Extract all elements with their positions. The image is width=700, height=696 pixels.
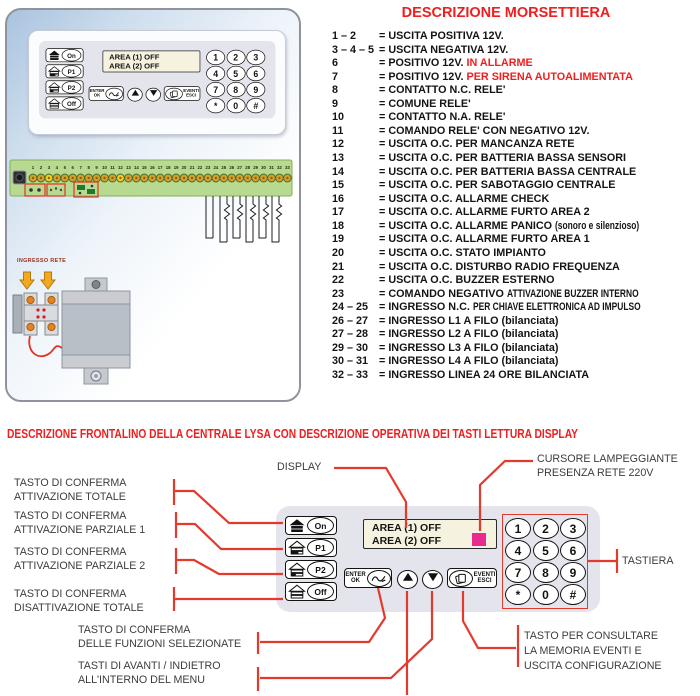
keypad-key-star[interactable]: * xyxy=(206,98,225,113)
lcd-line: AREA (2) OFF xyxy=(109,62,160,71)
terminal-description-part: POSITIVO 12V. xyxy=(388,70,467,83)
terminal-description-part: PER CHIAVE ELETTRONICA AD IMPULSO xyxy=(472,301,641,314)
svg-text:32: 32 xyxy=(277,165,282,170)
terminal-description: = CONTATTO N.A. RELE' xyxy=(379,111,506,124)
terminal-pins: 1 – 2 xyxy=(332,30,357,42)
house-partial2-icon xyxy=(48,82,61,93)
callout-line-p2 xyxy=(176,548,283,574)
terminal-description-part: INGRESSO N.C. xyxy=(388,301,473,314)
svg-text:31: 31 xyxy=(269,165,274,170)
callout-disattivazione-totale xyxy=(14,588,144,615)
terminal-description-part: USCITA O.C. ALLARME CHECK xyxy=(388,192,550,205)
terminal-description: = USCITA O.C. ALLARME PANICO (sonoro e silenzioso) xyxy=(379,219,640,232)
house-total-icon xyxy=(48,50,61,61)
terminal-pins: 7 xyxy=(332,70,339,83)
terminal-description-part: USCITA O.C. BUZZER ESTERNO xyxy=(388,274,555,287)
svg-text:8: 8 xyxy=(87,165,90,170)
callout-line: ATTIVAZIONE PARZIALE 1 xyxy=(14,523,146,536)
callout-attivazione-totale xyxy=(14,477,126,504)
keypad-key-1[interactable]: 1 xyxy=(505,518,531,539)
terminal-description: = USCITA O.C. DISTURBO RADIO FREQUENZA xyxy=(379,260,620,273)
terminal-description: = INGRESSO LINEA 24 ORE BILANCIATA xyxy=(379,369,590,381)
svg-text:28: 28 xyxy=(245,165,251,170)
terminal-description: = USCITA O.C. STATO IMPIANTO xyxy=(379,246,546,259)
keypad-key-1[interactable]: 1 xyxy=(206,50,225,65)
terminal-description-part: USCITA O.C. ALLARME PANICO xyxy=(388,219,556,232)
svg-text:25: 25 xyxy=(221,165,227,170)
callout-line: DISATTIVAZIONE TOTALE xyxy=(14,601,144,614)
svg-text:12: 12 xyxy=(118,165,123,170)
keypad-key-2[interactable]: 2 xyxy=(533,518,559,539)
svg-text:20: 20 xyxy=(181,165,187,170)
arrow-down-icon xyxy=(424,569,442,590)
keypad-key-8[interactable]: 8 xyxy=(533,562,559,583)
terminal-description-part: POSITIVO 12V. xyxy=(388,57,467,70)
key-swoosh-icon xyxy=(105,87,123,99)
svg-text:33: 33 xyxy=(285,165,290,170)
keypad-key-hash[interactable]: # xyxy=(560,584,586,605)
terminal-pins: 26 – 27 xyxy=(332,314,369,327)
key-swoosh-icon xyxy=(367,570,391,587)
svg-text:16: 16 xyxy=(149,165,155,170)
terminal-pins: 21 xyxy=(332,260,345,273)
power-section-drawing xyxy=(0,250,300,398)
side-button-off-label: Off xyxy=(307,583,334,600)
side-button-p2[interactable] xyxy=(285,560,337,579)
terminal-description: = INGRESSO L2 A FILO (bilanciata) xyxy=(379,328,559,341)
terminal-description-part: USCITA O.C. ALLARME FURTO AREA 2 xyxy=(388,206,590,219)
eventi-esci-key[interactable] xyxy=(447,568,497,588)
pages-icon xyxy=(449,570,473,587)
svg-text:5: 5 xyxy=(63,165,66,170)
svg-text:3: 3 xyxy=(47,165,51,170)
side-button-p2-label: P2 xyxy=(62,81,82,93)
terminal-pins: 22 xyxy=(332,274,345,287)
terminal-description-part: INGRESSO L1 A FILO (bilanciata) xyxy=(388,314,559,327)
terminal-pins: 13 xyxy=(332,152,345,165)
svg-text:13: 13 xyxy=(126,165,131,170)
section-title-frontalino xyxy=(7,427,700,441)
house-off-icon xyxy=(48,98,61,109)
terminal-description-part: COMANDO NEGATIVO xyxy=(388,287,507,300)
svg-text:30: 30 xyxy=(261,165,266,170)
callout-display: DISPLAY xyxy=(277,461,322,473)
terminal-pins: 12 xyxy=(332,138,345,151)
enter-ok-key[interactable] xyxy=(89,86,124,101)
svg-text:29: 29 xyxy=(253,165,258,170)
terminal-description-part: CONTATTO N.A. RELE' xyxy=(388,111,506,124)
callout-line: ATTIVAZIONE TOTALE xyxy=(14,490,126,503)
terminal-description: = USCITA O.C. BUZZER ESTERNO xyxy=(379,274,555,287)
terminal-description: = USCITA O.C. PER BATTERIA BASSA SENSORI xyxy=(379,152,627,165)
house-partial2-icon xyxy=(288,562,306,577)
terminal-description-part: INGRESSO LINEA 24 ORE BILANCIATA xyxy=(388,369,590,381)
svg-text:26: 26 xyxy=(229,165,235,170)
svg-text:10: 10 xyxy=(102,165,107,170)
keypad-key-9[interactable]: 9 xyxy=(560,562,586,583)
svg-text:2: 2 xyxy=(39,165,43,170)
callout-line: TASTO DI CONFERMA xyxy=(14,477,127,489)
svg-text:23: 23 xyxy=(205,165,211,170)
callout-line: PRESENZA RETE 220V xyxy=(537,466,654,479)
callout-attivazione-parziale-2 xyxy=(14,546,145,573)
terminal-pins: 17 xyxy=(332,206,345,219)
eventi-esci-label: EVENTI ESCI xyxy=(473,571,496,584)
callout-line: TASTO PER CONSULTARE xyxy=(524,630,659,642)
section-title-morsettiera: DESCRIZIONE MORSETTIERA xyxy=(401,5,611,21)
terminal-pins: 14 xyxy=(332,165,345,178)
terminal-description: = INGRESSO L4 A FILO (bilanciata) xyxy=(379,355,559,368)
terminal-description: = USCITA POSITIVA 12V. xyxy=(379,30,504,42)
terminal-pins: 20 xyxy=(332,246,345,259)
terminal-pins: 15 xyxy=(332,179,345,192)
side-button-on[interactable] xyxy=(285,516,337,535)
keypad-key-star[interactable]: * xyxy=(505,584,531,605)
terminal-description: = POSITIVO 12V. IN ALLARME xyxy=(379,57,533,70)
lcd-line: AREA (2) OFF xyxy=(372,535,442,547)
arrow-up-key[interactable] xyxy=(397,570,418,589)
callout-line: TASTO DI CONFERMA xyxy=(14,510,127,522)
terminal-description: = USCITA O.C. ALLARME FURTO AREA 1 xyxy=(379,233,590,246)
terminal-description: = INGRESSO L1 A FILO (bilanciata) xyxy=(379,314,559,327)
keypad-key-0[interactable]: 0 xyxy=(226,98,245,113)
pages-icon xyxy=(165,87,183,99)
callout-attivazione-parziale-1 xyxy=(14,510,145,537)
side-button-p2-label: P2 xyxy=(307,561,334,578)
svg-text:21: 21 xyxy=(189,165,195,170)
terminal-description-part: INGRESSO L3 A FILO (bilanciata) xyxy=(388,341,559,354)
keypad-key-9[interactable]: 9 xyxy=(246,82,265,97)
terminal-pins: 30 – 31 xyxy=(332,355,369,368)
svg-text:6: 6 xyxy=(71,165,74,170)
terminal-pins: 18 xyxy=(332,219,345,232)
callout-avanti-indietro xyxy=(78,660,221,687)
terminal-pins: 29 – 30 xyxy=(332,341,369,354)
terminal-description-part: USCITA O.C. PER SABOTAGGIO CENTRALE xyxy=(388,179,616,192)
callout-line: DELLE FUNZIONI SELEZIONATE xyxy=(78,637,242,650)
terminal-description: = COMUNE RELE' xyxy=(379,97,471,110)
side-button-p1-label: P1 xyxy=(62,65,82,77)
terminal-description-part: INGRESSO L4 A FILO (bilanciata) xyxy=(388,355,559,368)
terminal-description-part: USCITA O.C. PER MANCANZA RETE xyxy=(388,138,575,151)
terminal-description-part: INGRESSO L2 A FILO (bilanciata) xyxy=(388,328,559,341)
house-total-icon xyxy=(288,518,306,533)
keypad-key-7[interactable]: 7 xyxy=(206,82,225,97)
terminal-description-part: USCITA O.C. PER BATTERIA BASSA SENSORI xyxy=(388,152,627,165)
terminal-description-part: USCITA O.C. DISTURBO RADIO FREQUENZA xyxy=(388,260,620,273)
svg-text:22: 22 xyxy=(197,165,203,170)
svg-text:17: 17 xyxy=(157,165,163,170)
enter-ok-key[interactable] xyxy=(344,568,392,588)
terminal-pins: 27 – 28 xyxy=(332,328,369,341)
callout-cursore xyxy=(537,453,678,480)
side-button-off[interactable] xyxy=(46,96,84,110)
terminal-pins: 24 – 25 xyxy=(332,301,369,314)
terminal-description: = USCITA O.C. ALLARME CHECK xyxy=(379,192,550,205)
side-button-off-label: Off xyxy=(62,97,82,109)
terminal-description-part: USCITA NEGATIVA 12V. xyxy=(388,43,509,56)
house-partial1-icon xyxy=(288,540,306,555)
terminal-description: = INGRESSO L3 A FILO (bilanciata) xyxy=(379,341,559,354)
terminal-description-part: (sonoro e silenzioso) xyxy=(555,219,640,232)
callout-line: USCITA CONFIGURAZIONE xyxy=(524,660,662,672)
keypad-key-5[interactable]: 5 xyxy=(226,66,245,81)
terminal-description-part: IN ALLARME xyxy=(466,57,533,70)
arrow-down-key[interactable] xyxy=(146,88,161,102)
callout-tastiera: TASTIERA xyxy=(622,555,674,567)
arrow-down-icon xyxy=(147,87,160,102)
enter-ok-label: ENTER OK xyxy=(345,571,366,584)
terminal-description: = USCITA O.C. PER SABOTAGGIO CENTRALE xyxy=(379,179,616,192)
terminal-pins: 16 xyxy=(332,192,345,205)
terminal-description: = INGRESSO N.C. PER CHIAVE ELETTRONICA AD IMPULSO xyxy=(379,301,641,314)
terminal-pins: 6 xyxy=(332,57,339,70)
terminal-description: = POSITIVO 12V. PER SIRENA AUTOALIMENTATA xyxy=(379,70,633,83)
front-panel-top xyxy=(39,41,276,118)
svg-text:18: 18 xyxy=(165,165,171,170)
terminal-description: = USCITA O.C. PER BATTERIA BASSA CENTRALE xyxy=(379,165,637,178)
terminal-pins: 9 xyxy=(332,97,339,110)
callout-line: CURSORE LAMPEGGIANTE xyxy=(537,453,678,465)
svg-text:1: 1 xyxy=(31,165,35,170)
callout-line-off xyxy=(174,587,283,611)
keypad-key-2[interactable]: 2 xyxy=(226,50,245,65)
side-button-on[interactable] xyxy=(46,48,84,62)
house-partial1-icon xyxy=(48,66,61,77)
callout-line: TASTO DI CONFERMA xyxy=(14,546,127,558)
side-button-off[interactable] xyxy=(285,582,337,601)
svg-text:15: 15 xyxy=(141,165,147,170)
section-title-frontalino-text: DESCRIZIONE FRONTALINO DELLA CENTRALE LYSA CON DESCRIZIONE OPERATIVA DEI TASTI LETTURA DISPLAY xyxy=(7,427,578,441)
terminal-description: = USCITA O.C. PER MANCANZA RETE xyxy=(379,138,575,151)
side-button-on-label: On xyxy=(307,517,334,534)
lcd-line: AREA (1) OFF xyxy=(372,522,442,534)
eventi-esci-label: EVENTI ESCI xyxy=(183,88,200,98)
terminal-pins: 8 xyxy=(332,84,339,97)
callout-line: TASTO DI CONFERMA xyxy=(78,624,191,636)
side-button-p1-label: P1 xyxy=(307,539,334,556)
callout-line: ATTIVAZIONE PARZIALE 2 xyxy=(14,559,146,572)
terminal-description: = COMANDO NEGATIVO ATTIVAZIONE BUZZER INTERNO xyxy=(379,287,639,300)
callout-line: TASTO DI CONFERMA xyxy=(14,588,127,600)
keypad-key-6[interactable]: 6 xyxy=(246,66,265,81)
terminal-description-part: USCITA O.C. STATO IMPIANTO xyxy=(388,246,546,259)
callout-line-on xyxy=(174,479,283,523)
terminal-pins: 11 xyxy=(332,124,344,137)
callout-line: TASTI DI AVANTI / INDIETRO xyxy=(78,660,221,672)
keypad-key-7[interactable]: 7 xyxy=(505,562,531,583)
arrow-up-icon xyxy=(399,569,417,590)
callout-memoria-eventi xyxy=(524,629,662,674)
svg-text:14: 14 xyxy=(133,165,139,170)
terminal-description-part: COMUNE RELE' xyxy=(388,97,471,110)
side-button-p2[interactable] xyxy=(46,80,84,94)
keypad-key-5[interactable]: 5 xyxy=(533,540,559,561)
arrow-up-key[interactable] xyxy=(127,88,142,102)
svg-text:4: 4 xyxy=(55,165,59,170)
terminal-pins: 32 – 33 xyxy=(332,369,369,381)
mains-presence-cursor xyxy=(472,533,486,546)
eventi-esci-key[interactable] xyxy=(164,86,201,101)
terminal-description: = CONTATTO N.C. RELE' xyxy=(379,84,506,97)
side-button-p1[interactable] xyxy=(46,64,84,78)
keypad-key-6[interactable]: 6 xyxy=(560,540,586,561)
keypad-key-4[interactable]: 4 xyxy=(505,540,531,561)
callout-line: LA MEMORIA EVENTI E xyxy=(524,645,642,657)
terminal-strip xyxy=(0,152,300,256)
keypad-key-3[interactable]: 3 xyxy=(560,518,586,539)
keypad-key-0[interactable]: 0 xyxy=(533,584,559,605)
svg-text:27: 27 xyxy=(237,165,243,170)
keypad-key-hash[interactable]: # xyxy=(246,98,265,113)
lcd-line: AREA (1) OFF xyxy=(109,52,160,62)
terminal-description-part: CONTATTO N.C. RELE' xyxy=(388,84,506,97)
terminal-pins: 10 xyxy=(332,111,345,124)
lcd-display xyxy=(103,50,201,72)
terminal-description: = USCITA NEGATIVA 12V. xyxy=(379,43,509,56)
terminal-description: = USCITA O.C. ALLARME FURTO AREA 2 xyxy=(379,206,590,219)
mains-input-label: INGRESSO RETE xyxy=(17,258,67,264)
terminal-description: = COMANDO RELE' CON NEGATIVO 12V. xyxy=(379,124,590,137)
front-panel-diagram xyxy=(276,506,600,612)
house-off-icon xyxy=(288,584,306,599)
callout-line: ALL'INTERNO DEL MENU xyxy=(78,673,205,686)
svg-text:11: 11 xyxy=(110,165,115,170)
terminal-description-list xyxy=(330,30,698,394)
svg-text:9: 9 xyxy=(95,165,98,170)
terminal-description-part: COMANDO RELE' CON NEGATIVO 12V. xyxy=(388,124,590,137)
callout-line-p1 xyxy=(176,512,283,549)
terminal-description-part: PER SIRENA AUTOALIMENTATA xyxy=(466,70,633,83)
terminal-pins: 23 xyxy=(332,287,345,300)
terminal-description-part: USCITA O.C. PER BATTERIA BASSA CENTRALE xyxy=(388,165,637,178)
terminal-description-part: ATTIVAZIONE BUZZER INTERNO xyxy=(506,287,639,300)
terminal-description-part: USCITA O.C. ALLARME FURTO AREA 1 xyxy=(388,233,590,246)
side-button-on-label: On xyxy=(62,49,82,61)
arrow-down-key[interactable] xyxy=(422,570,443,589)
svg-text:7: 7 xyxy=(79,165,82,170)
keypad-key-8[interactable]: 8 xyxy=(226,82,245,97)
svg-text:19: 19 xyxy=(173,165,179,170)
terminal-description-part: USCITA POSITIVA 12V. xyxy=(388,30,504,42)
keypad-key-3[interactable]: 3 xyxy=(246,50,265,65)
svg-text:24: 24 xyxy=(213,165,219,170)
side-button-p1[interactable] xyxy=(285,538,337,557)
callout-conferma-funzioni xyxy=(78,624,241,651)
arrow-up-icon xyxy=(128,87,141,102)
keypad-key-4[interactable]: 4 xyxy=(206,66,225,81)
terminal-pins: 3 – 4 – 5 xyxy=(332,43,375,56)
enter-ok-label: ENTER OK xyxy=(89,88,105,98)
terminal-pins: 19 xyxy=(332,233,345,246)
